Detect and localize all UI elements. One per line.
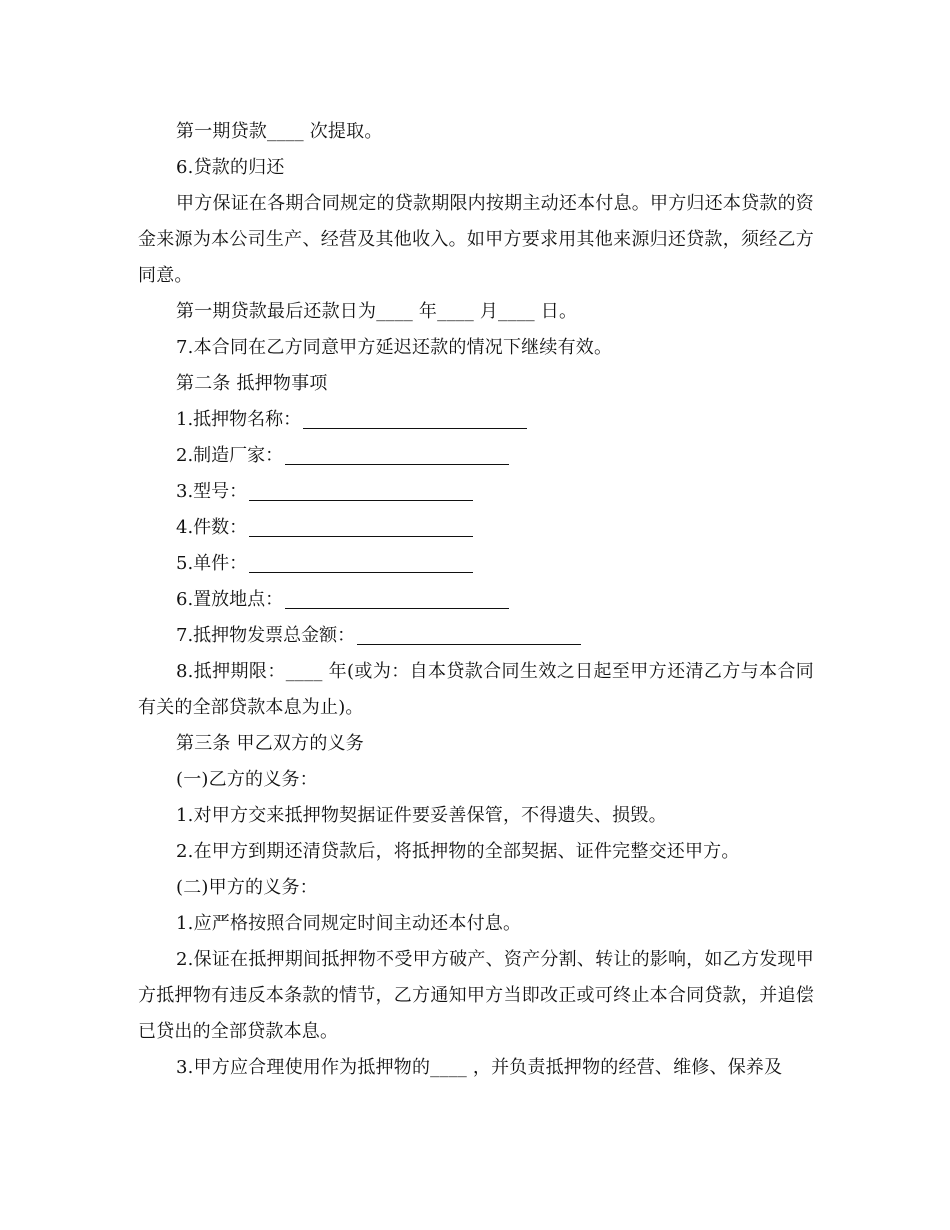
subsection-heading: (二)甲方的义务： bbox=[176, 877, 318, 898]
form-field bbox=[138, 402, 814, 438]
paragraph: 1.应严格按照合同规定时间主动还本付息。 bbox=[176, 913, 522, 934]
paragraph: 1.对甲方交来抵押物契据证件要妥善保管，不得遗失、损毁。 bbox=[176, 805, 667, 826]
field-label: 1.抵押物名称： bbox=[176, 409, 302, 430]
field-label: 2.制造厂家： bbox=[176, 445, 284, 466]
form-field bbox=[138, 510, 814, 546]
form-field bbox=[138, 546, 814, 582]
paragraph: 3.甲方应合理使用作为抵押物的____ ，并负责抵押物的经营、维修、保养及 bbox=[176, 1057, 783, 1078]
paragraph: 第一期贷款最后还款日为____ 年____ 月____ 日。 bbox=[176, 301, 578, 322]
fill-in-line[interactable] bbox=[285, 588, 509, 609]
field-label: 3.型号： bbox=[176, 481, 248, 502]
fill-in-line[interactable] bbox=[303, 408, 527, 429]
form-field bbox=[138, 438, 814, 474]
form-field bbox=[138, 618, 814, 654]
article-heading: 第二条 抵押物事项 bbox=[176, 373, 328, 394]
section-heading: 6.贷款的归还 bbox=[176, 157, 285, 178]
paragraph: 甲方保证在各期合同规定的贷款期限内按期主动还本付息。甲方归还本贷款的资金来源为本公司生产、经营及其他收入。如甲方要求用其他来源归还贷款，须经乙方同意。 bbox=[138, 193, 814, 286]
field-label: 5.单件： bbox=[176, 553, 248, 574]
paragraph: 8.抵押期限：____ 年(或为：自本贷款合同生效之日起至甲方还清乙方与本合同有关的全部贷款本息为止)。 bbox=[138, 661, 814, 718]
form-field bbox=[138, 582, 814, 618]
fill-in-line[interactable] bbox=[249, 480, 473, 501]
paragraph: 7.本合同在乙方同意甲方延迟还款的情况下继续有效。 bbox=[176, 337, 613, 358]
fill-in-line[interactable] bbox=[249, 516, 473, 537]
document-body bbox=[138, 114, 814, 1086]
fill-in-line[interactable] bbox=[285, 444, 509, 465]
paragraph: 2.在甲方到期还清贷款后，将抵押物的全部契据、证件完整交还甲方。 bbox=[176, 841, 740, 862]
field-label: 7.抵押物发票总金额： bbox=[176, 625, 356, 646]
field-label: 6.置放地点： bbox=[176, 589, 284, 610]
form-field bbox=[138, 474, 814, 510]
article-heading: 第三条 甲乙双方的义务 bbox=[176, 733, 364, 754]
field-label: 4.件数： bbox=[176, 517, 248, 538]
fill-in-line[interactable] bbox=[357, 624, 581, 645]
paragraph: 2.保证在抵押期间抵押物不受甲方破产、资产分割、转让的影响，如乙方发现甲方抵押物有违反本条款的情节，乙方通知甲方当即改正或可终止本合同贷款，并追偿已贷出的全部贷款本息。 bbox=[138, 949, 814, 1042]
subsection-heading: (一)乙方的义务： bbox=[176, 769, 318, 790]
paragraph: 第一期贷款____ 次提取。 bbox=[176, 121, 383, 142]
fill-in-line[interactable] bbox=[249, 552, 473, 573]
